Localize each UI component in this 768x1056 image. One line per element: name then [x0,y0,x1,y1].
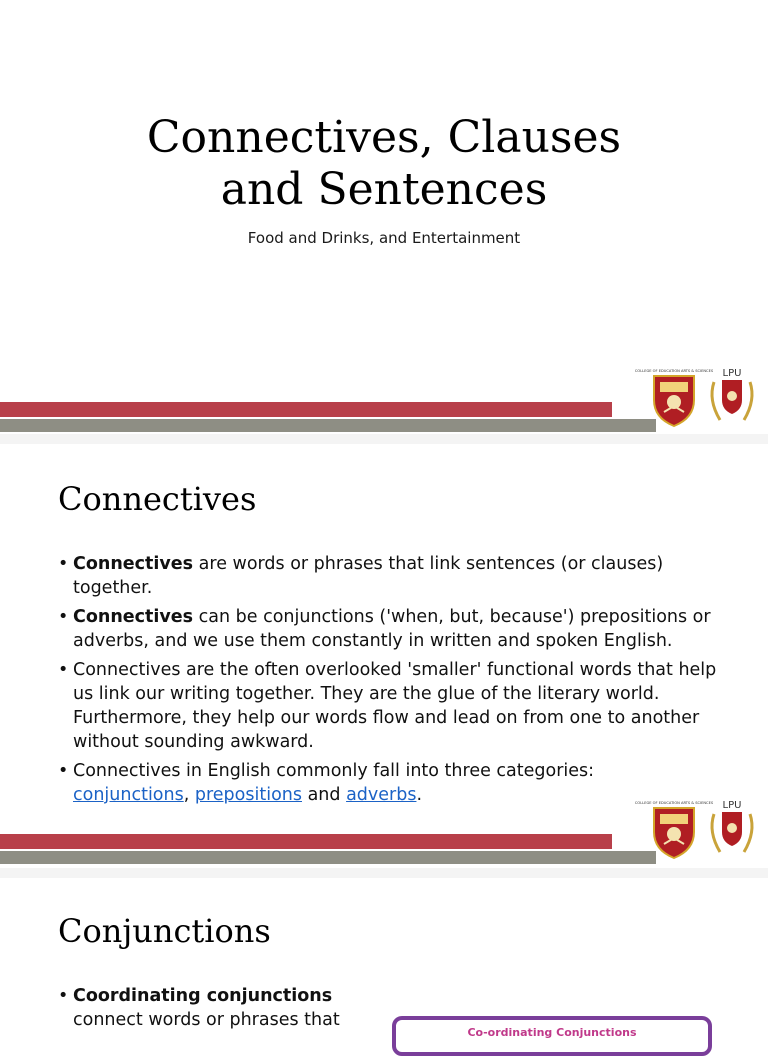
lpu-seal-logo [706,798,758,860]
list-item: • Coordinating conjunctions connect words or phrases that [58,984,358,1032]
adverbs-link[interactable]: adverbs [346,785,417,805]
accent-bar-red [0,834,612,849]
accent-bar-red [0,402,612,417]
lpu-seal-logo [706,366,758,428]
title-line-2: and Sentences [220,164,548,215]
svg-text:COLLEGE OF EDUCATION ARTS & SC: COLLEGE OF EDUCATION ARTS & SCIENCES [634,801,714,805]
svg-text:LPU: LPU [722,368,742,379]
slide-subtitle: Food and Drinks, and Entertainment [247,229,521,247]
logos [634,366,762,428]
box-label: Co-ordinating Conjunctions [467,1026,637,1039]
list-item: • Connectives can be conjunctions ('when, but, because') prepositions or adverbs, and we use them constantly in written and spoken English. [58,605,718,653]
slide-heading: Connectives [58,480,257,518]
bullet-list [58,984,358,1037]
accent-bar-gray [0,419,656,432]
slide-heading: Conjunctions [58,912,271,950]
svg-text:COLLEGE OF EDUCATION ARTS & SC: COLLEGE OF EDUCATION ARTS & SCIENCES [634,369,714,373]
bullet-list [58,552,718,812]
list-item: • Connectives in English commonly fall into three categories: conjunctions, prepositions and adverbs. [58,759,718,807]
logos [634,798,762,860]
list-item: • Connectives are words or phrases that link sentences (or clauses) together. [58,552,718,600]
conjunctions-slide [0,878,768,1039]
list-item: • Connectives are the often overlooked 'smaller' functional words that help us link our writing together. They are the glue of the literary world. Furthermore, they help our words flow and lead on from one to another without sounding awkward. [58,658,718,754]
slide-divider [0,868,768,878]
college-crest-logo [634,798,714,860]
college-crest-logo [634,366,714,428]
title-line-1: Connectives, Clauses [146,112,622,163]
accent-bar-gray [0,851,656,864]
title-slide [0,0,768,434]
coordinating-conjunctions-box [392,1016,712,1056]
slide-divider [0,434,768,444]
connectives-slide [0,444,768,868]
conjunctions-link[interactable]: conjunctions [73,785,184,805]
slide-title [0,112,768,216]
svg-text:LPU: LPU [722,800,742,811]
prepositions-link[interactable]: prepositions [194,785,302,805]
